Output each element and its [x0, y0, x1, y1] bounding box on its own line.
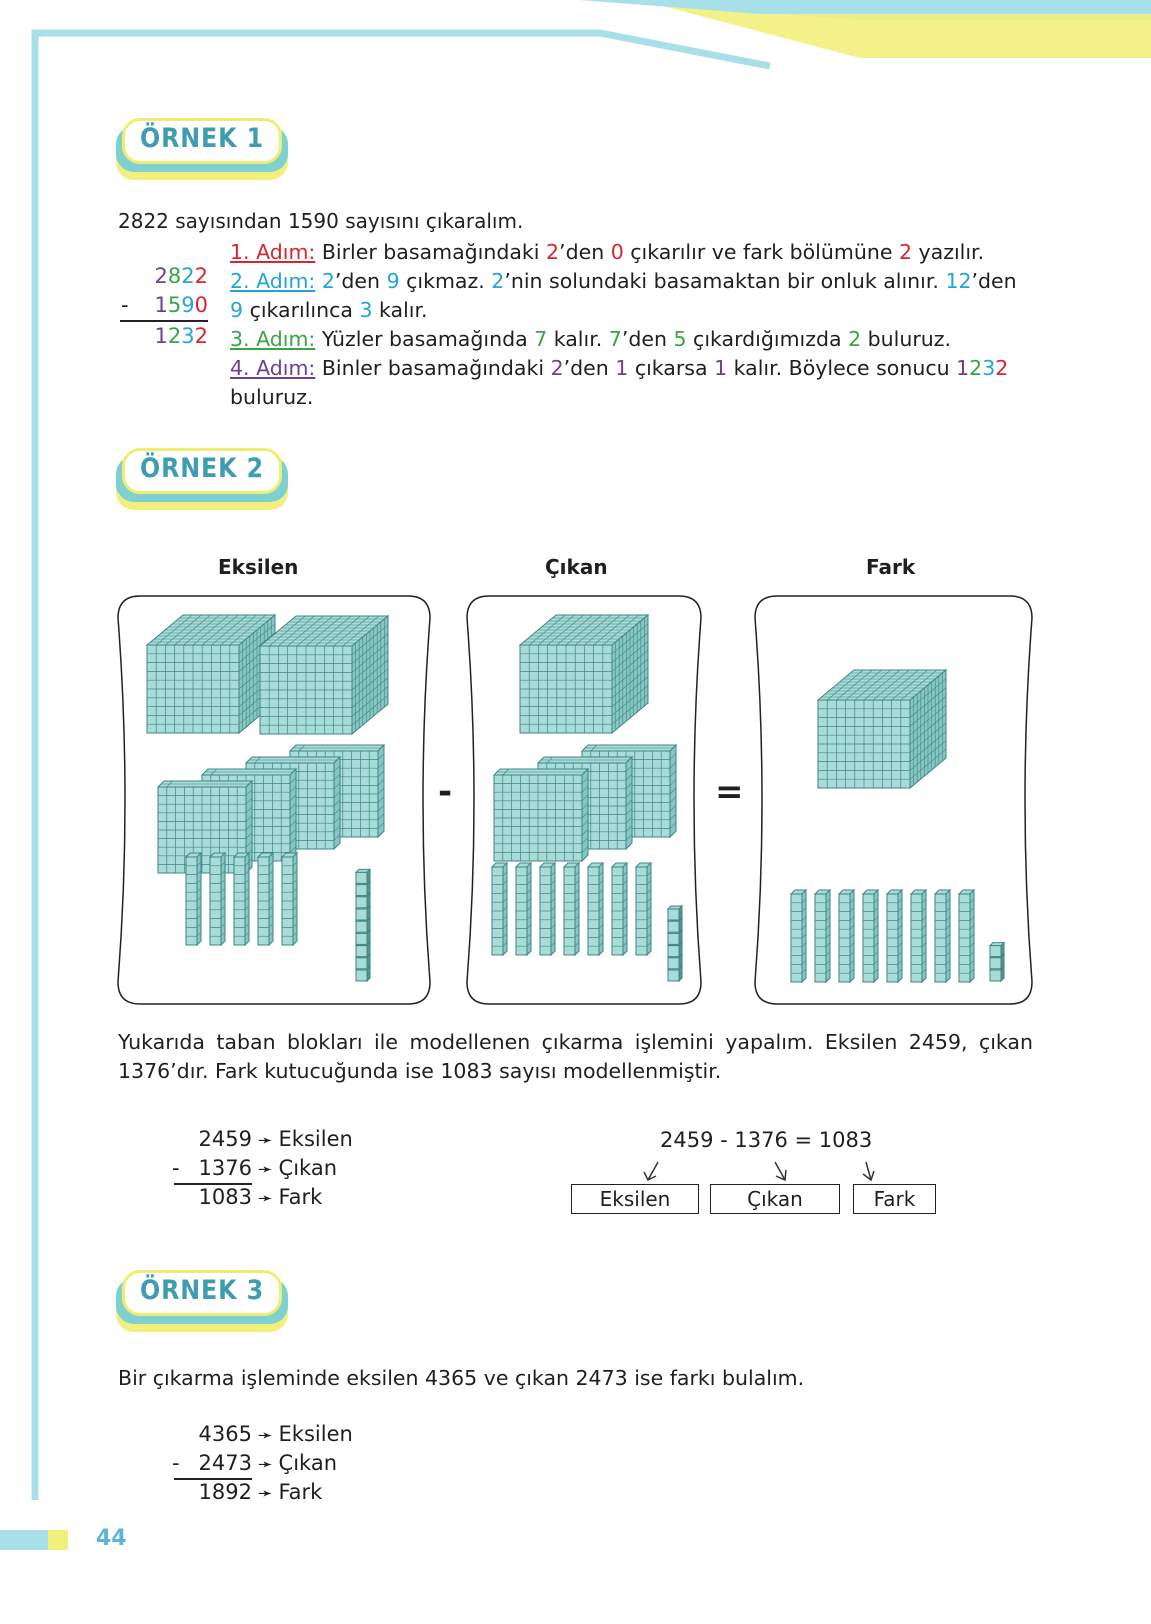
term-label: Fark [278, 1480, 323, 1504]
step-text: 9 [230, 298, 244, 322]
equation: 2459 - 1376 = 1083 [660, 1128, 873, 1152]
digit: 1 [154, 293, 168, 317]
number: 2459 [198, 1127, 252, 1151]
minus-sign: - [438, 772, 453, 812]
example-2-vertical-operation [172, 1125, 353, 1212]
operation-row [172, 1449, 353, 1478]
step-text: kalır. [547, 327, 609, 351]
step-text: Yüzler basamağında [315, 327, 535, 351]
panel-title-eksilen: Eksilen [218, 555, 299, 579]
operation-row [178, 1183, 353, 1212]
example-3-badge [116, 1270, 288, 1334]
arrow-icon: ➛ [252, 1130, 279, 1151]
page-number: 44 [96, 1526, 127, 1551]
step-text: ’den [559, 240, 611, 264]
step-text: çıkarılınca [243, 298, 360, 322]
number: 4365 [198, 1422, 252, 1446]
step-text: 2 [995, 356, 1009, 380]
step-text: 1 [615, 356, 629, 380]
term-label: Çıkan [278, 1451, 337, 1475]
operation-row [172, 1154, 353, 1183]
digit: 8 [167, 264, 182, 288]
fark-box: Fark [853, 1184, 936, 1214]
step-text: 7 [534, 327, 548, 351]
step-text: kalır. [372, 298, 428, 322]
step-text: 2 [848, 327, 862, 351]
step-label: 1. Adım: [230, 240, 316, 264]
step-text: 3 [982, 356, 996, 380]
step-text: buluruz. [230, 385, 314, 409]
digit: 2 [167, 324, 182, 348]
term-label: Eksilen [278, 1127, 353, 1151]
step-text: 2 [550, 356, 564, 380]
number: 2473 [174, 1449, 252, 1480]
arrow-icons [640, 1158, 880, 1186]
step-text: yazılır. [912, 240, 985, 264]
step-label: 4. Adım: [230, 356, 316, 380]
panel-title-fark: Fark [866, 555, 916, 579]
example-1-intro: 2822 sayısından 1590 sayısını çıkaralım. [118, 209, 524, 233]
step-text: 12 [945, 269, 972, 293]
minus-sign: - [172, 1156, 180, 1180]
badge-label: ÖRNEK 3 [140, 1275, 264, 1306]
number: 1083 [198, 1185, 252, 1209]
step-text: 7 [608, 327, 622, 351]
step-text: 2 [898, 240, 912, 264]
step-text: çıkmaz. [399, 269, 492, 293]
panel-title-cikan: Çıkan [545, 555, 608, 579]
digit: 0 [194, 293, 208, 317]
step-text: Birler basamağındaki [315, 240, 546, 264]
step-text: 1 [714, 356, 728, 380]
step-text: çıkarılır ve fark bölümüne [623, 240, 899, 264]
arrow-icon: ➛ [252, 1159, 279, 1180]
operation-row [178, 1420, 353, 1449]
digit: 3 [181, 324, 195, 348]
number: 1892 [198, 1480, 252, 1504]
operation-row [178, 1478, 353, 1507]
step-text: 1 [956, 356, 970, 380]
arrow-icon: ➛ [252, 1425, 279, 1446]
step-text: buluruz. [861, 327, 952, 351]
digit: 1 [154, 324, 168, 348]
step-label: 2. Adım: [230, 269, 316, 293]
arrow-icon: ➛ [252, 1454, 279, 1475]
term-label: Eksilen [278, 1422, 353, 1446]
example-2-paragraph: Yukarıda taban blokları ile modellenen çıkarma işlemini yapalım. Eksilen 2459, çıkan 1376’dır. Fark kutucuğunda ise 1083 sayısı modellenmiştir. [118, 1030, 1033, 1083]
badge-label: ÖRNEK 1 [140, 123, 264, 154]
number: 1376 [174, 1154, 252, 1185]
arrow-icon: ➛ [252, 1188, 279, 1209]
step-text: 2 [969, 356, 983, 380]
eksilen-box: Eksilen [571, 1184, 699, 1214]
step-label: 3. Adım: [230, 327, 316, 351]
step-text: 2 [546, 240, 560, 264]
step-text: ’nin solundaki basamaktan bir onluk alınır. [504, 269, 946, 293]
arrow-icon: ➛ [252, 1483, 279, 1504]
step-text: çıkarsa [628, 356, 715, 380]
digit: 2 [194, 264, 208, 288]
step-text: ’den [621, 327, 674, 351]
digit: 2 [154, 264, 168, 288]
digit: 9 [181, 293, 195, 317]
step-text: 5 [673, 327, 687, 351]
minus-sign: - [172, 1451, 180, 1475]
minus-sign: - [121, 293, 129, 317]
step-text: 9 [386, 269, 400, 293]
term-label: Fark [278, 1185, 323, 1209]
equals-sign: = [715, 772, 744, 812]
digit: 2 [194, 324, 208, 348]
step-text: kalır. Böylece sonucu [727, 356, 957, 380]
operation-row [178, 1125, 353, 1154]
step-text: Binler basamağındaki [315, 356, 551, 380]
digit: 2 [181, 264, 195, 288]
term-label: Çıkan [278, 1156, 337, 1180]
step-text: çıkardığımızda [686, 327, 849, 351]
step-text: ’den [971, 269, 1017, 293]
cikan-box: Çıkan [710, 1184, 840, 1214]
step-text: 2 [321, 269, 335, 293]
badge-label: ÖRNEK 2 [140, 453, 264, 484]
step-text: 3 [359, 298, 373, 322]
step-text: 2 [491, 269, 505, 293]
step-text: ’den [563, 356, 616, 380]
example-3-vertical-operation [172, 1420, 353, 1507]
step-text: 0 [610, 240, 624, 264]
digit: 5 [167, 293, 182, 317]
step-text: ’den [334, 269, 387, 293]
example-3-intro: Bir çıkarma işleminde eksilen 4365 ve çıkan 2473 ise farkı bulalım. [118, 1366, 805, 1390]
